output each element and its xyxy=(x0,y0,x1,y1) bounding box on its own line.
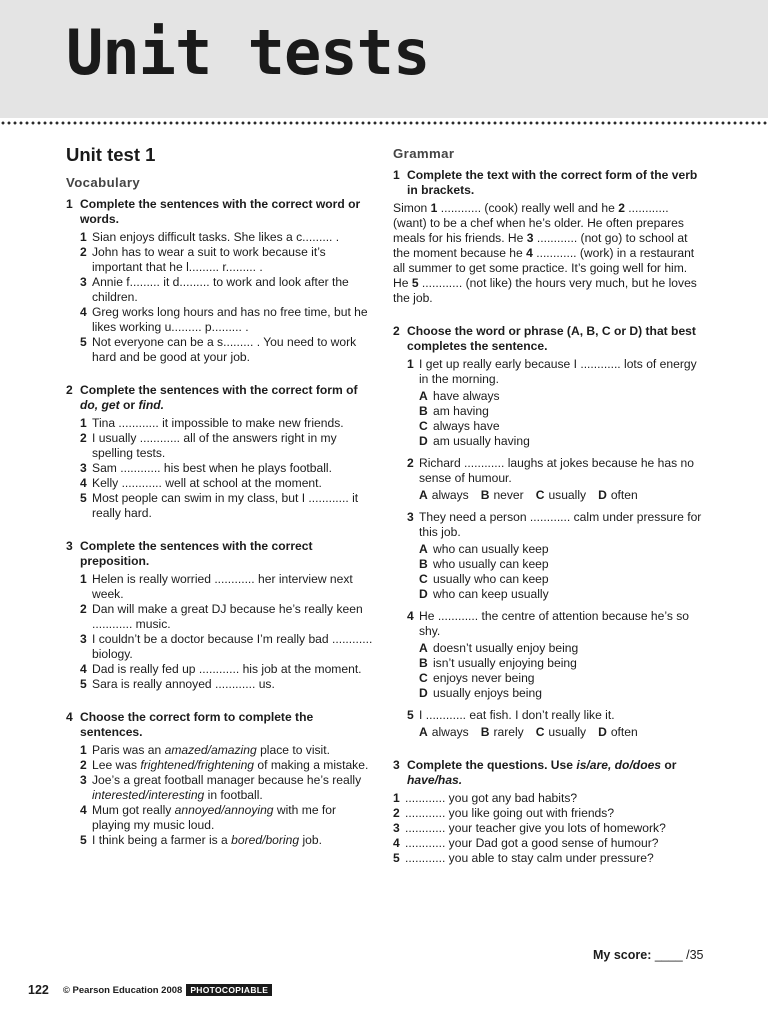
option-text: am having xyxy=(433,404,489,418)
option-text: always have xyxy=(433,419,500,433)
option-text: doesn’t usually enjoy being xyxy=(433,641,579,655)
vocab-exercise-1 xyxy=(66,197,376,365)
instruction-italic: do, get xyxy=(80,398,120,412)
instruction-text: or xyxy=(119,398,139,412)
option xyxy=(419,686,705,701)
options-inline xyxy=(419,725,705,740)
item-number: 2 xyxy=(393,806,400,820)
question-1 xyxy=(407,357,705,449)
question-stem xyxy=(407,708,705,723)
exercise-instruction: Complete the sentences with the correct preposition. xyxy=(80,539,313,568)
gap-number: 1 xyxy=(430,201,438,215)
option-letter: A xyxy=(419,542,428,556)
option-text: often xyxy=(610,488,638,502)
option-letter: C xyxy=(419,572,428,586)
list-item xyxy=(80,803,376,833)
item-text: I usually ............ all of the answers right in my spelling tests. xyxy=(92,431,337,460)
score-box xyxy=(593,948,704,962)
option xyxy=(419,671,705,686)
option-text: have always xyxy=(433,389,500,403)
photocopiable-badge: PHOTOCOPIABLE xyxy=(186,984,272,996)
question-stem xyxy=(407,510,705,540)
score-value: ____ /35 xyxy=(654,948,704,962)
option-letter: B xyxy=(419,404,428,418)
item-text: Annie f......... it d......... to work and look after the children. xyxy=(92,275,349,304)
instruction-text: or xyxy=(661,758,677,772)
vocab-exercise-3 xyxy=(66,539,376,692)
item-text: Dad is really fed up ............ his job at the moment. xyxy=(92,662,362,676)
option-letter: B xyxy=(480,488,490,502)
item-number: 5 xyxy=(393,851,400,865)
item-text xyxy=(92,773,376,803)
item-text xyxy=(92,803,376,833)
item-number: 4 xyxy=(80,305,87,319)
grammar-exercise-2 xyxy=(393,324,705,740)
option xyxy=(419,656,705,671)
list-item xyxy=(80,461,376,476)
item-number: 3 xyxy=(80,275,87,289)
item-number: 2 xyxy=(80,602,87,616)
option-text: isn’t usually enjoying being xyxy=(433,656,577,670)
item-number: 5 xyxy=(80,677,87,691)
list-item xyxy=(80,572,376,602)
option-text: always xyxy=(431,725,469,739)
page-title: Unit tests xyxy=(66,16,430,89)
list-item xyxy=(80,632,376,662)
copyright-notice: © Pearson Education 2008 xyxy=(62,984,183,996)
option-letter: C xyxy=(419,671,428,685)
item-text: Sam ............ his best when he plays football. xyxy=(92,461,332,475)
options-list xyxy=(419,641,705,701)
item-number: 5 xyxy=(80,491,87,505)
option-text: who usually can keep xyxy=(433,557,549,571)
list-item xyxy=(80,743,376,758)
unit-title: Unit test 1 xyxy=(66,144,156,165)
question-stem xyxy=(407,357,705,387)
item-text: Most people can swim in my class, but I ............ it really hard. xyxy=(92,491,359,520)
item-text: Tina ............ it impossible to make new friends. xyxy=(92,416,344,430)
gap-number: 4 xyxy=(526,246,533,260)
item-number: 2 xyxy=(80,245,87,259)
passage-text: ............ (want) to be a chef when he’s older. He often prepares meals for his friends. He xyxy=(393,201,684,245)
option-text: who can keep usually xyxy=(433,587,549,601)
item-number: 3 xyxy=(80,461,87,475)
question-stem xyxy=(407,456,705,486)
item-text-post: place to visit. xyxy=(256,743,330,757)
option-letter: A xyxy=(419,488,428,502)
option-letter: D xyxy=(598,725,607,739)
exercise-number: 1 xyxy=(66,197,73,211)
option-letter: C xyxy=(535,488,545,502)
options-list xyxy=(419,542,705,602)
item-text-post: with me for playing my music loud. xyxy=(92,803,337,832)
item-text: Dan will make a great DJ because he’s really keen ............ music. xyxy=(92,602,363,631)
exercise-number: 2 xyxy=(393,324,400,338)
item-text: John has to wear a suit to work because it’s important that he l......... r......... . xyxy=(92,245,326,274)
choice-text: interested/interesting xyxy=(92,788,205,802)
item-number: 3 xyxy=(80,632,87,646)
list-item xyxy=(393,791,705,806)
option-letter: A xyxy=(419,389,428,403)
item-text: ............ you got any bad habits? xyxy=(405,791,578,805)
item-number: 5 xyxy=(407,708,414,722)
options-list xyxy=(419,389,705,449)
option xyxy=(419,557,705,572)
item-number: 4 xyxy=(80,803,87,817)
item-number: 2 xyxy=(80,758,87,772)
item-number: 4 xyxy=(393,836,400,850)
list-item xyxy=(80,773,376,803)
option-letter: D xyxy=(598,488,607,502)
list-item xyxy=(80,602,376,632)
item-text-post: job. xyxy=(299,833,322,847)
item-text: ............ your Dad got a good sense of humour? xyxy=(405,836,659,850)
exercise-instruction xyxy=(80,383,376,413)
option-letter: D xyxy=(419,686,428,700)
gap-number: 2 xyxy=(618,201,625,215)
vocabulary-heading: Vocabulary xyxy=(66,175,141,190)
option xyxy=(419,404,705,419)
item-text: ............ you like going out with friends? xyxy=(405,806,615,820)
list-item xyxy=(80,758,376,773)
item-text: ............ your teacher give you lots of homework? xyxy=(405,821,666,835)
option-letter: B xyxy=(419,557,428,571)
question-2 xyxy=(407,456,705,503)
vocab-exercise-4 xyxy=(66,710,376,848)
option xyxy=(419,434,705,449)
grammar-exercise-1 xyxy=(393,168,705,306)
list-item xyxy=(80,416,376,431)
list-item xyxy=(80,833,376,848)
item-text: He ............ the centre of attention because he’s so shy. xyxy=(419,609,690,638)
item-text: Sara is really annoyed ............ us. xyxy=(92,677,275,691)
passage-text: ............ (not like) the hours very much, but he loves the job. xyxy=(393,276,697,305)
option-text: who can usually keep xyxy=(433,542,549,556)
item-number: 4 xyxy=(80,662,87,676)
list-item xyxy=(80,335,376,365)
option-text: usually who can keep xyxy=(433,572,549,586)
question-5 xyxy=(407,708,705,740)
list-item xyxy=(80,677,376,692)
exercise-instruction: Complete the text with the correct form of the verb in brackets. xyxy=(407,168,698,197)
question-4 xyxy=(407,609,705,701)
exercise-number: 4 xyxy=(66,710,73,724)
item-text-post: in football. xyxy=(204,788,263,802)
item-number: 5 xyxy=(80,335,87,349)
exercise-number: 2 xyxy=(66,383,73,397)
option xyxy=(419,572,705,587)
item-text xyxy=(92,758,376,773)
option-letter: D xyxy=(419,587,428,601)
exercise-number: 1 xyxy=(393,168,400,182)
list-item xyxy=(393,806,705,821)
item-text-pre: Mum got really xyxy=(92,803,175,817)
passage-text: ............ (not go) to school at the moment because he xyxy=(393,231,688,260)
exercise-instruction: Complete the sentences with the correct word or words. xyxy=(80,197,361,226)
questions-list xyxy=(393,791,705,866)
item-number: 5 xyxy=(80,833,87,847)
item-text: Richard ............ laughs at jokes because he has no sense of humour. xyxy=(419,456,694,485)
options-inline xyxy=(419,488,705,503)
question-3 xyxy=(407,510,705,602)
list-item xyxy=(80,662,376,677)
option-text: am usually having xyxy=(433,434,530,448)
item-text-pre: Joe’s a great football manager because he’s really xyxy=(92,773,362,787)
grammar-heading: Grammar xyxy=(393,146,455,161)
exercise-instruction: Choose the word or phrase (A, B, C or D) that best completes the sentence. xyxy=(407,324,696,353)
item-text-pre: I think being a farmer is a xyxy=(92,833,232,847)
exercise-number: 3 xyxy=(66,539,73,553)
item-number: 3 xyxy=(393,821,400,835)
instruction-text: Complete the sentences with the correct form of xyxy=(80,383,358,397)
passage-text: ............ (work) in a restaurant all summer to get some practice. It’s going well for him. He xyxy=(393,246,695,290)
list-item xyxy=(80,491,376,521)
choice-text: amazed/amazing xyxy=(164,743,257,757)
item-text: I get up really early because I ............ lots of energy in the morning. xyxy=(419,357,697,386)
right-column xyxy=(393,146,705,866)
choice-text: frightened/frightening xyxy=(140,758,255,772)
list-item xyxy=(80,275,376,305)
grammar-exercise-3 xyxy=(393,758,705,866)
choice-text: annoyed/annoying xyxy=(174,803,274,817)
passage-text: Simon xyxy=(393,201,431,215)
page-number: 122 xyxy=(28,983,49,997)
item-number: 1 xyxy=(393,791,400,805)
item-number: 2 xyxy=(407,456,414,470)
item-text: Helen is really worried ............ her interview next week. xyxy=(92,572,353,601)
item-number: 4 xyxy=(407,609,414,623)
item-text: Kelly ............ well at school at the moment. xyxy=(92,476,322,490)
option xyxy=(419,542,705,557)
option-letter: A xyxy=(419,641,428,655)
item-text: ............ you able to stay calm under pressure? xyxy=(405,851,654,865)
option-letter: C xyxy=(419,419,428,433)
item-number: 1 xyxy=(407,357,414,371)
option-text: never xyxy=(493,488,524,502)
list-item xyxy=(80,245,376,275)
gap-number: 3 xyxy=(526,231,534,245)
dotted-divider xyxy=(0,118,768,128)
choice-text: bored/boring xyxy=(231,833,300,847)
item-number: 1 xyxy=(80,743,87,757)
exercise-number: 3 xyxy=(393,758,400,772)
item-text: I ............ eat fish. I don’t really like it. xyxy=(419,708,615,722)
list-item xyxy=(393,851,705,866)
list-item xyxy=(80,431,376,461)
option xyxy=(419,641,705,656)
item-text xyxy=(92,743,376,758)
option-text: always xyxy=(431,488,469,502)
option-text: usually xyxy=(548,488,587,502)
exercise-instruction xyxy=(407,758,705,788)
item-number: 3 xyxy=(407,510,414,524)
instruction-text: Complete the questions. Use xyxy=(407,758,577,772)
question-stem xyxy=(407,609,705,639)
list-item xyxy=(80,476,376,491)
option-letter: D xyxy=(419,434,428,448)
list-item xyxy=(393,836,705,851)
option-letter: B xyxy=(480,725,490,739)
item-text-post: of making a mistake. xyxy=(254,758,369,772)
option xyxy=(419,587,705,602)
page-footer xyxy=(28,983,272,997)
item-number: 4 xyxy=(80,476,87,490)
item-text-pre: Paris was an xyxy=(92,743,165,757)
option xyxy=(419,419,705,434)
item-text-pre: Lee was xyxy=(92,758,141,772)
item-number: 1 xyxy=(80,416,87,430)
list-item xyxy=(393,821,705,836)
list-item xyxy=(80,305,376,335)
item-text: Sian enjoys difficult tasks. She likes a c......... . xyxy=(92,230,340,244)
item-text: Greg works long hours and has no free time, but he likes working u......... p......... . xyxy=(92,305,368,334)
option xyxy=(419,389,705,404)
item-number: 2 xyxy=(80,431,87,445)
option-letter: B xyxy=(419,656,428,670)
instruction-italic: find. xyxy=(138,398,164,412)
list-item xyxy=(80,230,376,245)
left-column xyxy=(66,140,376,848)
option-text: rarely xyxy=(493,725,524,739)
score-label: My score: xyxy=(593,948,652,962)
gap-number: 5 xyxy=(411,276,419,290)
vocab-exercise-2 xyxy=(66,383,376,521)
option-text: enjoys never being xyxy=(433,671,535,685)
option-text: often xyxy=(610,725,638,739)
option-text: usually enjoys being xyxy=(433,686,542,700)
item-text: They need a person ............ calm under pressure for this job. xyxy=(419,510,702,539)
option-letter: C xyxy=(535,725,545,739)
item-number: 3 xyxy=(80,773,87,787)
passage-text: ............ (cook) really well and he xyxy=(437,201,619,215)
item-number: 1 xyxy=(80,572,87,586)
option-letter: A xyxy=(419,725,428,739)
item-text: Not everyone can be a s......... . You need to work hard and be good at your job. xyxy=(92,335,357,364)
item-number: 1 xyxy=(80,230,87,244)
instruction-italic: have/has. xyxy=(407,773,463,787)
gap-fill-passage xyxy=(393,201,705,306)
item-text: I couldn’t be a doctor because I’m really bad ............ biology. xyxy=(92,632,373,661)
item-text xyxy=(92,833,376,848)
option-text: usually xyxy=(548,725,587,739)
instruction-italic: is/are, do/does xyxy=(576,758,662,772)
exercise-instruction: Choose the correct form to complete the sentences. xyxy=(80,710,314,739)
